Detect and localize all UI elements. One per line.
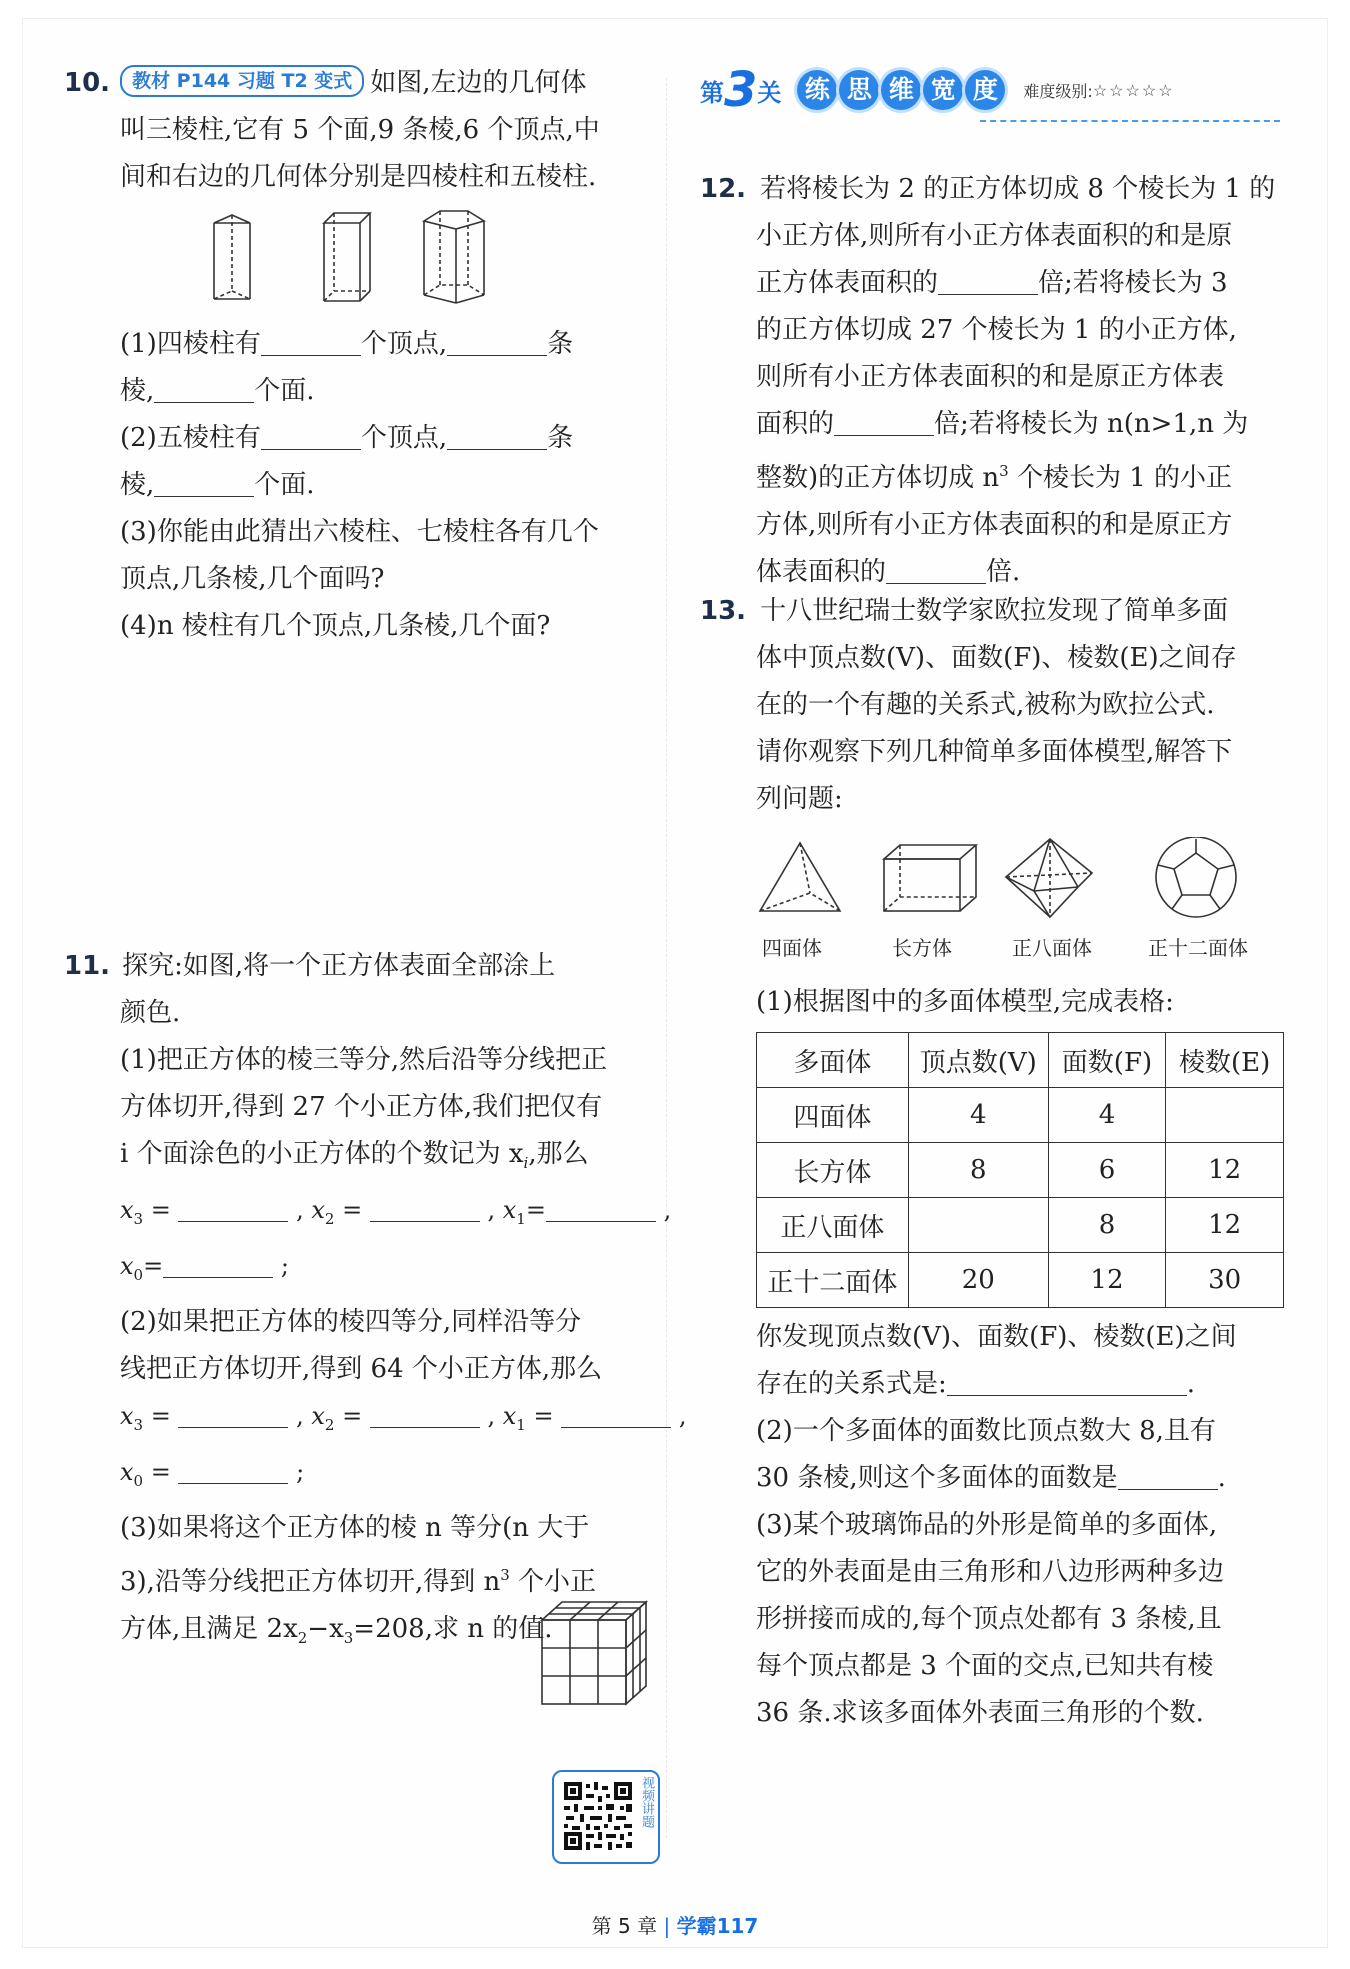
banner-char: 度 (965, 70, 1005, 110)
sub-question-text: (2)一个多面体的面数比顶点数大 8,且有 (756, 1416, 1216, 1446)
chapter-label: 第 5 章 (591, 1914, 658, 1938)
table-header-cell: 多面体 (757, 1033, 909, 1088)
sub-question-text: 个面. (254, 376, 315, 406)
table-cell: 正十二面体 (757, 1253, 909, 1308)
sub-question-text: 条 (547, 423, 574, 453)
level-suffix: 关 (757, 78, 782, 107)
sub-question-text: 棱, (120, 470, 155, 500)
table-header-cell: 面数(F) (1048, 1033, 1166, 1088)
footer-separator: | (663, 1914, 671, 1938)
answer-blank[interactable] (447, 329, 547, 356)
question-text: 你发现顶点数(V)、面数(F)、棱数(E)之间 (756, 1322, 1237, 1352)
sub-question-text: −x (307, 1614, 344, 1644)
shape-label-dodecahedron: 正十二面体 (1148, 936, 1248, 960)
answer-blank-x0[interactable] (163, 1251, 273, 1278)
question-text: 的正方体切成 27 个棱长为 1 的小正方体, (756, 315, 1237, 345)
subscript: 0 (133, 1472, 144, 1490)
cuboid-figure (884, 845, 976, 911)
equals-sign: = (150, 1402, 171, 1430)
banner-char: 思 (839, 70, 879, 110)
superscript: 3 (999, 462, 1009, 480)
sub-question-text: 个面. (254, 470, 315, 500)
variable: x (120, 1196, 134, 1224)
shape-label-octahedron: 正八面体 (1012, 936, 1092, 960)
question-text: . (1186, 1369, 1196, 1399)
answer-blank[interactable] (886, 557, 986, 584)
difficulty-label: 难度级别: (1023, 81, 1093, 101)
equals-sign: = (150, 1458, 171, 1486)
shape-label-tetrahedron: 四面体 (762, 936, 822, 960)
question-text: 颜色. (120, 998, 181, 1028)
sub-question-text: 棱, (120, 376, 155, 406)
subscript: 1 (516, 1416, 526, 1434)
sub-question-text: 每个顶点都是 3 个面的交点,已知共有棱 (756, 1651, 1214, 1681)
section-banner (797, 70, 1005, 110)
answer-blank[interactable] (261, 329, 361, 356)
subscript: 2 (324, 1416, 335, 1434)
table-header-cell: 棱数(E) (1166, 1033, 1284, 1088)
question-text: 面积的 (756, 409, 835, 439)
sub-question-text: ,那么 (528, 1139, 589, 1169)
sub-question-text: (1)把正方体的棱三等分,然后沿等分线把正 (120, 1045, 608, 1075)
equals-sign: = (525, 1196, 546, 1224)
subscript: 1 (516, 1210, 526, 1228)
table-cell-blank[interactable] (908, 1198, 1048, 1253)
question-10 (64, 60, 664, 650)
variable: x (120, 1458, 134, 1486)
textbook-reference-tag: 教材 P144 习题 T2 变式 (120, 65, 364, 97)
sub-question-text: 条 (547, 329, 574, 359)
question-text: 体中顶点数(V)、面数(F)、棱数(E)之间存 (756, 643, 1237, 673)
workbook-page (22, 18, 1328, 1948)
answer-blank-x3[interactable] (178, 1401, 288, 1428)
equals-sign: = (150, 1196, 171, 1224)
variable: x (502, 1196, 517, 1224)
tetrahedron-figure (760, 843, 840, 911)
sub-question-text: 它的外表面是由三角形和八边形两种多边 (756, 1557, 1225, 1587)
question-text: 探究:如图,将一个正方体表面全部涂上 (122, 951, 556, 981)
question-text: 如图,左边的几何体 (370, 68, 587, 98)
sub-question-text: 方体切开,得到 27 个小正方体,我们把仅有 (120, 1092, 603, 1122)
variable: x (311, 1402, 325, 1430)
table-row (757, 1253, 1284, 1308)
sub-question-text: 方体,且满足 2x (120, 1614, 298, 1644)
qr-code-icon (562, 1780, 634, 1852)
sub-question-text: 顶点,几条棱,几个面吗? (120, 564, 385, 594)
table-cell: 8 (1048, 1198, 1166, 1253)
answer-blank-faces[interactable] (1118, 1463, 1218, 1490)
banner-char: 练 (797, 70, 837, 110)
sub-question-text: 3),沿等分线把正方体切开,得到 n (120, 1567, 501, 1597)
sub-question-text: (3)如果将这个正方体的棱 n 等分(n 大于 (120, 1513, 590, 1543)
table-row (757, 1198, 1284, 1253)
question-text: 整数)的正方体切成 n (756, 463, 1000, 493)
subscript: 3 (133, 1210, 144, 1228)
triangular-prism-figure (214, 215, 250, 299)
answer-blank-relation[interactable] (947, 1369, 1187, 1396)
table-cell: 20 (908, 1253, 1048, 1308)
question-11: 11. 探究:如图,将一个正方体表面全部涂上 颜色. (1)把正方体的棱三等分,然后沿等分线把正 方体切开,得到 27 个小正方体,我们把仅有 i 个面涂色的小正方体的个数记为 $x_i$,那么 $x_3$ = , $x_2$ = , $x_1=$ , $x_0=$ ; (2)如果把正方体的棱四等分,同样沿等分 线把正方体切开,得到 64 个小正方体,那么 $x_3$ = , $x_2$ = , $x_1$ = , $x_0$ = ; (3)如果将这个正方体的棱 n 等分(n 大于 3),沿等分线把正方体切开,得到 $n^3$ 个小正 方体,且满足 $2x_2-x_3=208$,求 n 的值. (64, 951, 687, 1647)
question-text: 间和右边的几何体分别是四棱柱和五棱柱. (120, 162, 597, 192)
level-prefix: 第 (700, 78, 724, 107)
sub-question-text: i 个面涂色的小正方体的个数记为 x (120, 1139, 524, 1169)
subscript: i (523, 1154, 529, 1172)
subscript: 3 (133, 1416, 144, 1434)
question-text: 则所有小正方体表面积的和是原正方体表 (756, 362, 1225, 392)
sub-question-text: . (1217, 1463, 1226, 1493)
sub-question-text: 个顶点, (360, 423, 448, 453)
page-number: 117 (716, 1914, 759, 1938)
question-number: 10. (64, 68, 111, 98)
question-12 (700, 166, 1320, 596)
sub-question-text: (3)你能由此猜出六棱柱、七棱柱各有几个 (120, 517, 599, 547)
polyhedra-figures (756, 837, 1336, 967)
variable: x (120, 1252, 134, 1280)
table-cell: 8 (908, 1143, 1048, 1198)
table-cell: 长方体 (757, 1143, 909, 1198)
question-text: 体表面积的 (756, 557, 887, 587)
pentagonal-prism-figure (424, 211, 484, 303)
question-text: 叫三棱柱,它有 5 个面,9 条棱,6 个顶点,中 (120, 115, 600, 145)
answer-blank[interactable] (154, 470, 254, 497)
question-number: 11. (64, 951, 111, 981)
table-cell: 四面体 (757, 1088, 909, 1143)
page-footer (22, 1910, 1328, 1939)
equals-sign: = (342, 1402, 363, 1430)
sub-question-text: (2)五棱柱有 (120, 423, 261, 453)
level-header (700, 60, 1320, 120)
answer-blank-x3[interactable] (178, 1195, 288, 1222)
question-text: 方体,则所有小正方体表面积的和是原正方 (756, 510, 1233, 540)
sub-question-text: 36 条.求该多面体外表面三角形的个数. (756, 1698, 1204, 1728)
square-prism-figure (324, 213, 370, 301)
question-text: 正方体表面积的 (756, 268, 939, 298)
equals-sign: = (342, 1196, 363, 1224)
answer-blank-x1[interactable] (546, 1195, 656, 1222)
answer-blank-x0[interactable] (178, 1457, 288, 1484)
answer-blank-x2[interactable] (370, 1401, 480, 1428)
subscript: 0 (133, 1266, 144, 1284)
table-header-row (757, 1033, 1284, 1088)
sub-question-text: (1)四棱柱有 (120, 329, 261, 359)
table-cell: 正八面体 (757, 1198, 909, 1253)
question-text: 倍;若将棱长为 n(n>1,n 为 (934, 409, 1249, 439)
answer-blank-x1[interactable] (561, 1401, 671, 1428)
question-number: 13. (700, 596, 747, 626)
question-text: 在的一个有趣的关系式,被称为欧拉公式. (756, 690, 1215, 720)
question-text: 小正方体,则所有小正方体表面积的和是原 (756, 221, 1233, 251)
question-text: 请你观察下列几种简单多面体模型,解答下 (756, 737, 1233, 767)
question-text: 十八世纪瑞士数学家欧拉发现了简单多面 (760, 596, 1229, 626)
variable: x (311, 1196, 325, 1224)
table-cell: 30 (1166, 1253, 1284, 1308)
video-qr-code[interactable] (552, 1770, 660, 1864)
answer-blank-x2[interactable] (370, 1195, 480, 1222)
table-cell: 4 (1048, 1088, 1166, 1143)
question-text: 倍;若将棱长为 3 (1038, 268, 1228, 298)
sub-question-text: (3)某个玻璃饰品的外形是简单的多面体, (756, 1510, 1218, 1540)
sub-question-text: =208,求 n 的值. (353, 1614, 553, 1644)
table-row (757, 1088, 1284, 1143)
sub-question-text: (2)如果把正方体的棱四等分,同样沿等分 (120, 1307, 582, 1337)
superscript: 3 (500, 1566, 510, 1584)
answer-blank[interactable] (834, 409, 934, 436)
level-number: 3 (724, 62, 758, 118)
table-cell: 6 (1048, 1143, 1166, 1198)
qr-label: 视频讲题 (639, 1776, 654, 1828)
sub-question-text: 个小正 (509, 1567, 597, 1597)
prism-figures (64, 207, 664, 317)
question-text: 个棱长为 1 的小正 (1008, 463, 1233, 493)
table-cell: 12 (1048, 1253, 1166, 1308)
sub-question-text: 30 条棱,则这个多面体的面数是 (756, 1463, 1118, 1493)
equals-sign: = (143, 1252, 164, 1280)
sub-question-text: (4)n 棱柱有几个顶点,几条棱,几个面? (120, 611, 551, 641)
header-dashed-line (980, 120, 1280, 122)
question-text: 存在的关系式是: (756, 1369, 947, 1399)
sub-question-text: (1)根据图中的多面体模型,完成表格: (756, 987, 1174, 1017)
table-header-cell: 顶点数(V) (908, 1033, 1048, 1088)
variable: x (120, 1402, 134, 1430)
variable: x (502, 1402, 517, 1430)
sub-question-text: 个顶点, (360, 329, 448, 359)
table-cell: 12 (1166, 1143, 1284, 1198)
dodecahedron-figure (1156, 837, 1236, 917)
brand-label: 学霸 (676, 1914, 717, 1938)
answer-blank[interactable] (938, 268, 1038, 295)
table-cell: 12 (1166, 1198, 1284, 1253)
question-13 (700, 588, 1320, 1737)
table-cell: 4 (908, 1088, 1048, 1143)
table-row (757, 1143, 1284, 1198)
subscript: 3 (343, 1629, 354, 1647)
question-text: 列问题: (756, 784, 843, 814)
banner-char: 维 (881, 70, 921, 110)
question-number: 12. (700, 174, 747, 204)
table-cell-blank[interactable] (1166, 1088, 1284, 1143)
answer-blank[interactable] (447, 423, 547, 450)
answer-blank[interactable] (154, 376, 254, 403)
sub-question-text: 形拼接而成的,每个顶点处都有 3 条棱,且 (756, 1604, 1222, 1634)
question-text: 若将棱长为 2 的正方体切成 8 个棱长为 1 的 (760, 174, 1276, 204)
answer-blank[interactable] (261, 423, 361, 450)
shape-label-cuboid: 长方体 (892, 936, 952, 960)
painted-cube-figure (538, 1598, 668, 1708)
question-text: 倍. (986, 557, 1021, 587)
difficulty-stars: ☆☆☆☆☆ (1092, 80, 1175, 100)
subscript: 2 (324, 1210, 335, 1228)
subscript: 2 (297, 1629, 308, 1647)
banner-char: 宽 (923, 70, 963, 110)
polyhedra-table (756, 1032, 1284, 1308)
equals-sign: = (533, 1402, 554, 1430)
octahedron-figure (1006, 839, 1092, 917)
column-divider (666, 78, 668, 1838)
sub-question-text: 线把正方体切开,得到 64 个小正方体,那么 (120, 1354, 603, 1384)
